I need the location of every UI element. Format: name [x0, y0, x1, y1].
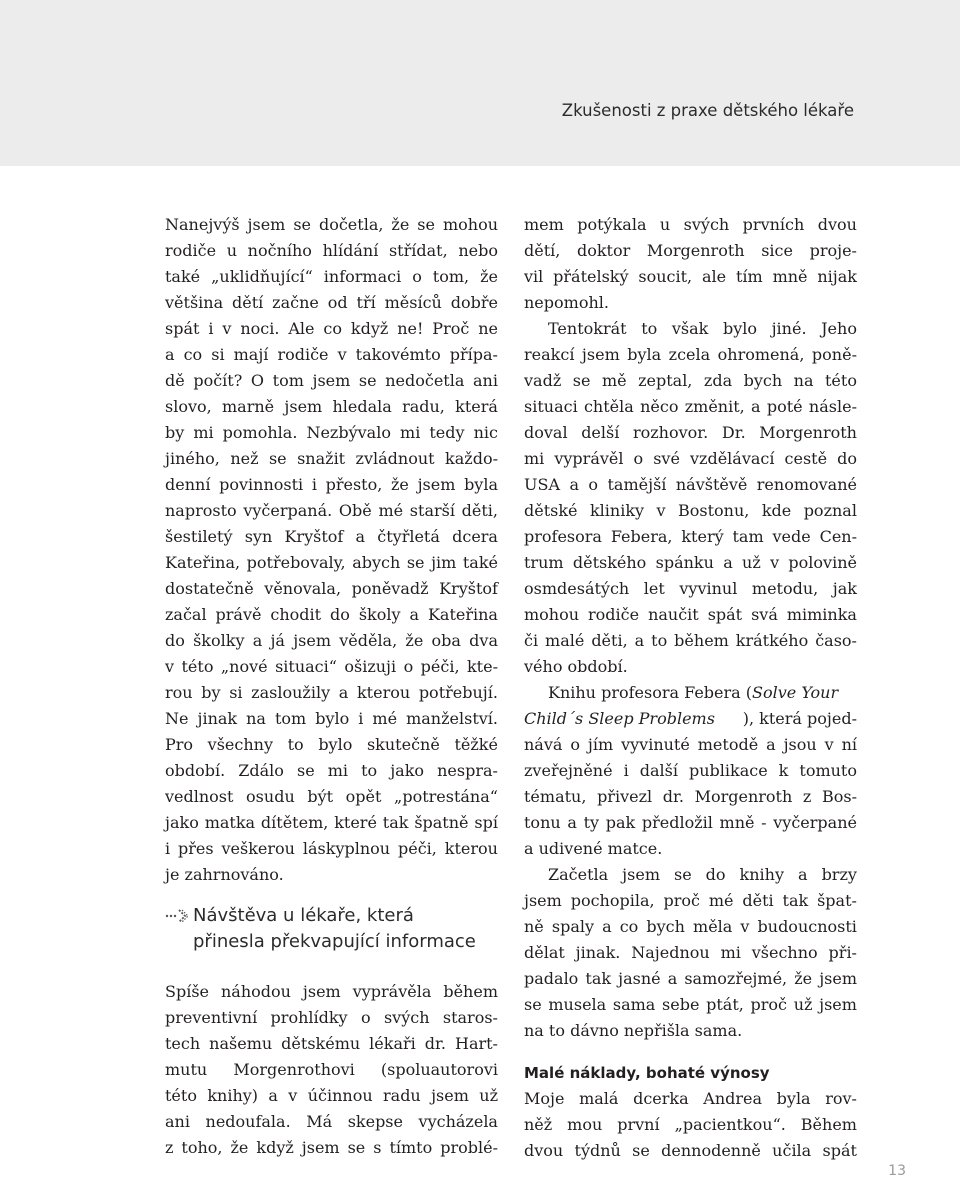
subheading: Malé náklady, bohaté výnosy	[524, 1064, 770, 1082]
right-column	[524, 212, 857, 1164]
text-line: dvou týdnů se dennodenně učila spát	[524, 1141, 857, 1160]
text-line: tématu, přivezl dr. Morgenroth z Bos-	[524, 787, 857, 806]
text-line: USA a o tamější návštěvě renomované	[524, 475, 857, 494]
text-line: Nanejvýš jsem se dočetla, že se mohou	[165, 215, 498, 234]
text-line: dětí, doktor Morgenroth sice proje-	[524, 241, 857, 260]
paragraph	[524, 1086, 857, 1164]
text-line: slovo, marně jsem hledala radu, která	[165, 397, 498, 416]
text-line: Moje malá dcerka Andrea byla rov-	[524, 1089, 857, 1108]
text-line: dě počít? O tom jsem se nedočetla ani	[165, 371, 498, 390]
text-line: ani nedoufala. Má skepse vycházela	[165, 1112, 498, 1131]
text-line: Pro všechny to bylo skutečně těžké	[165, 735, 498, 754]
text-line: jako matka dítětem, které tak špatně spí	[165, 813, 498, 832]
text-line: jsem pochopila, proč mé děti tak špat-	[524, 891, 857, 910]
text-line: či malé děti, a to během krátkého časo-	[524, 631, 857, 650]
text-line: padalo tak jasné a samozřejmé, že jsem	[524, 969, 857, 988]
text-line: v této „nové situaci“ ošizuji o péči, kte-	[165, 657, 498, 676]
paragraph	[524, 862, 857, 1044]
text-line: ně spaly a co bych měla v budoucnosti	[524, 917, 857, 936]
text-line: většina dětí začne od tří měsíců dobře	[165, 293, 498, 312]
text-line: rodiče u nočního hlídání střídat, nebo	[165, 241, 498, 260]
paragraph	[524, 212, 857, 316]
text-line: mem potýkala u svých prvních dvou	[524, 215, 857, 234]
text-line: preventivní prohlídky o svých staros-	[165, 1008, 498, 1027]
text-run: ), která pojed-	[742, 709, 857, 728]
text-line: je zahrnováno.	[165, 865, 284, 884]
text-line: mohou rodiče naučit spát svá miminka	[524, 605, 857, 624]
text-line	[524, 680, 857, 706]
text-line: reakcí jsem byla zcela ohromená, poně-	[524, 345, 857, 364]
text-line: rou by si zasloužily a kterou potřebují.	[165, 683, 498, 702]
text-line: a co si mají rodiče v takovémto přípa-	[165, 345, 498, 364]
text-line: jiného, než se snažit zvládnout každo-	[165, 449, 498, 468]
text-line: do školky a já jsem věděla, že oba dva	[165, 631, 498, 650]
text-line: Začetla jsem se do knihy a brzy	[548, 865, 857, 884]
text-line: dětské kliniky v Bostonu, kde poznal	[524, 501, 857, 520]
text-line: z toho, že když jsem se s tímto problé-	[165, 1138, 498, 1157]
text-line: mi vyprávěl o své vzdělávací cestě do	[524, 449, 857, 468]
paragraph	[524, 732, 857, 862]
text-line: této knihy) a v účinnou radu jsem už	[165, 1086, 498, 1105]
running-head: Zkušenosti z praxe dětského lékaře	[561, 101, 854, 120]
text-line: doval delší rozhovor. Dr. Morgenroth	[524, 423, 857, 442]
text-line: dostatečně věnovala, poněvadž Kryštof	[165, 579, 498, 598]
text-line: také „uklidňující“ informaci o tom, že	[165, 267, 498, 286]
text-line: tech našemu dětskému lékaři dr. Hart-	[165, 1034, 498, 1053]
paragraph	[165, 212, 498, 888]
text-line: a udivené matce.	[524, 839, 663, 858]
text-line: nává o jím vyvinuté metodě a jsou v ní	[524, 735, 857, 754]
text-line: dělat jinak. Najednou mi všechno při-	[524, 943, 857, 962]
text-line: se musela sama sebe ptát, proč už jsem	[524, 995, 857, 1014]
text-line: naprosto vyčerpaná. Obě mé starší děti,	[165, 501, 498, 520]
header-band	[0, 0, 960, 166]
text-line: tonu a ty pak předložil mně - vyčerpané	[524, 813, 857, 832]
page-number: 13	[888, 1163, 906, 1179]
text-line: období. Zdálo se mi to jako nespra-	[165, 761, 498, 780]
text-line: by mi pomohla. Nezbývalo mi tedy nic	[165, 423, 498, 442]
paragraph-with-title	[524, 680, 857, 862]
text-line: zveřejněné i další publikace k tomuto	[524, 761, 857, 780]
section-heading-line: přinesla překvapující informace	[193, 931, 476, 952]
text-line: i přes veškerou láskyplnou péči, kterou	[165, 839, 498, 858]
paragraph	[165, 979, 498, 1161]
text-line: profesora Febera, který tam vede Cen-	[524, 527, 857, 546]
paragraph	[524, 316, 857, 680]
text-line: Kateřina, potřebovaly, abych se jim také	[165, 553, 498, 572]
text-line: začal právě chodit do školy a Kateřina	[165, 605, 498, 624]
text-line: denní povinnosti i přesto, že jsem byla	[165, 475, 498, 494]
text-line: vedlnost osudu být opět „potrestána“	[165, 787, 498, 806]
arrow-icon	[165, 908, 189, 924]
text-line: šestiletý syn Kryštof a čtyřletá dcera	[165, 527, 498, 546]
text-line: Ne jinak na tom bylo i mé manželství.	[165, 709, 498, 728]
left-column	[165, 212, 498, 1161]
text-line: mutu Morgenrothovi (spoluautorovi	[165, 1060, 498, 1079]
text-line	[524, 706, 857, 732]
text-line: Tentokrát to však bylo jiné. Jeho	[548, 319, 857, 338]
text-line: situaci chtěla něco změnit, a poté násle-	[524, 397, 857, 416]
text-line: trum dětského spánku a už v polovině	[524, 553, 857, 572]
book-title: Child´s Sleep Problems	[524, 709, 715, 728]
text-line: osmdesátých let vyvinul metodu, jak	[524, 579, 857, 598]
text-line: vil přátelský soucit, ale tím mně nijak	[524, 267, 857, 286]
text-line: vadž se mě zeptal, zda bych na této	[524, 371, 857, 390]
section-heading-line: Návštěva u lékaře, která	[193, 905, 414, 926]
text-line: nepomohl.	[524, 293, 609, 312]
text-line: na to dávno nepřišla sama.	[524, 1021, 743, 1040]
text-line: něž mou první „pacientkou“. Během	[524, 1115, 857, 1134]
section-heading	[165, 901, 498, 955]
text-line: Spíše náhodou jsem vyprávěla během	[165, 982, 498, 1001]
text-run: Knihu profesora Febera (Solve Your	[548, 683, 839, 702]
text-line: vého období.	[524, 657, 628, 676]
text-line: spát i v noci. Ale co když ne! Proč ne	[165, 319, 498, 338]
book-title: Solve Your	[752, 683, 839, 702]
